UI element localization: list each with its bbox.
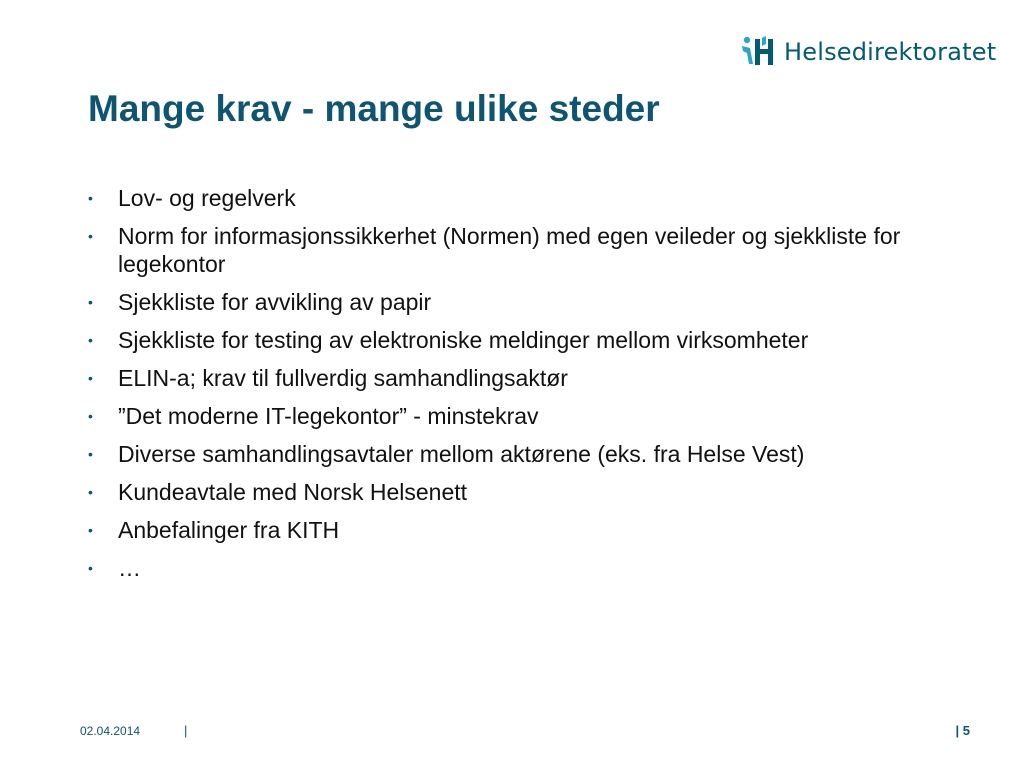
- bullet-item: [88, 478, 938, 506]
- bullet-text: Lov- og regelverk: [118, 185, 296, 211]
- bullet-item: [88, 326, 938, 354]
- bullet-text: ”Det moderne IT-legekontor” - minstekrav: [118, 403, 539, 429]
- bullet-text: ELIN-a; krav til fullverdig samhandlingsaktør: [118, 365, 568, 391]
- bullet-icon: •: [88, 228, 93, 244]
- bullet-item: [88, 402, 938, 430]
- bullet-icon: •: [88, 370, 93, 386]
- bullet-text: Norm for informasjonssikkerhet (Normen) med egen veileder og sjekkliste for legekontor: [118, 223, 901, 277]
- bullet-item: [88, 184, 938, 212]
- bullet-item: [88, 440, 938, 468]
- bullet-icon: •: [88, 446, 93, 462]
- helsedirektoratet-logo: [740, 34, 996, 70]
- bullet-text: Sjekkliste for avvikling av papir: [118, 289, 432, 315]
- footer-date: 02.04.2014: [80, 724, 141, 738]
- bullet-text: Diverse samhandlingsavtaler mellom aktørene (eks. fra Helse Vest): [118, 441, 805, 467]
- bullet-item: [88, 516, 938, 544]
- helsedirektoratet-logo-icon: [740, 34, 778, 70]
- bullet-icon: •: [88, 560, 93, 576]
- bullet-icon: •: [88, 294, 93, 310]
- page-number: | 5: [955, 723, 970, 738]
- bullet-icon: •: [88, 332, 93, 348]
- bullet-icon: •: [88, 522, 93, 538]
- bullet-item: [88, 288, 938, 316]
- bullet-list: [88, 184, 938, 592]
- bullet-text: …: [118, 555, 141, 581]
- bullet-icon: •: [88, 408, 93, 424]
- footer-separator: |: [184, 723, 188, 738]
- bullet-text: Anbefalinger fra KITH: [118, 517, 340, 543]
- bullet-item: [88, 222, 938, 278]
- bullet-text: Sjekkliste for testing av elektroniske meldinger mellom virksomheter: [118, 327, 809, 353]
- bullet-icon: •: [88, 190, 93, 206]
- bullet-item: [88, 554, 938, 582]
- bullet-item: [88, 364, 938, 392]
- bullet-text: Kundeavtale med Norsk Helsenett: [118, 479, 468, 505]
- logo-text: Helsedirektoratet: [784, 38, 997, 66]
- bullet-icon: •: [88, 484, 93, 500]
- slide-title: Mange krav - mange ulike steder: [88, 88, 660, 129]
